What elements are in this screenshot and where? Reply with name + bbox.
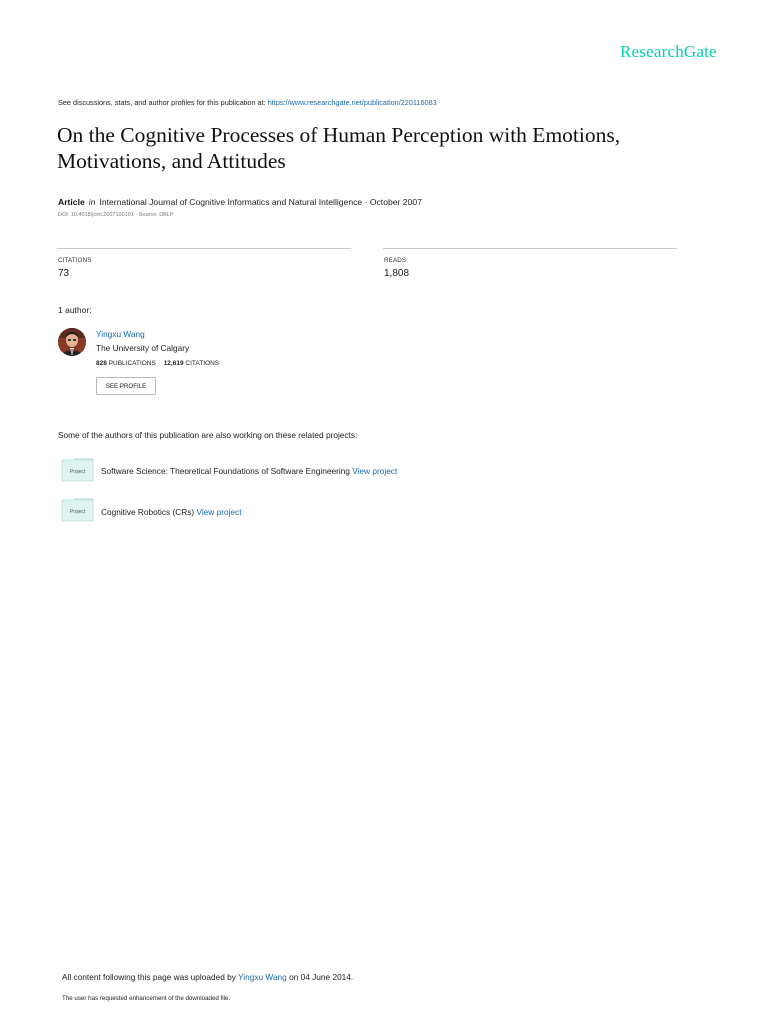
project-icon-label: Project [69, 469, 86, 475]
author-institution: The University of Calgary [96, 343, 190, 353]
project-item [101, 466, 397, 476]
upload-suffix: on 04 June 2014. [286, 972, 354, 982]
view-project-link[interactable]: View project [196, 507, 242, 517]
researchgate-logo[interactable]: ResearchGate [620, 42, 717, 61]
publication-title: On the Cognitive Processes of Human Perception with Emotions, Motivations, and Attitudes [57, 123, 621, 173]
view-project-link[interactable]: View project [352, 466, 398, 476]
project-icon-label: Project [69, 509, 86, 515]
publication-url-line [58, 98, 437, 107]
reads-value: 1,808 [384, 268, 410, 279]
see-profile-button[interactable]: SEE PROFILE [96, 377, 156, 395]
reads-label: READS [384, 257, 407, 264]
uploader-link[interactable]: Yingxu Wang [238, 972, 287, 982]
upload-note [62, 972, 353, 982]
reads-divider [383, 248, 677, 249]
citations-label: CITATIONS [58, 257, 92, 264]
publication-url-link[interactable]: https://www.researchgate.net/publication/220116083 [267, 98, 437, 107]
publication-meta [58, 197, 422, 207]
in-text: in [88, 197, 96, 207]
enhancement-note: The user has requested enhancement of the downloaded file. [62, 995, 231, 1002]
author-publications-label: PUBLICATIONS [108, 360, 156, 367]
project-folder-icon [61, 497, 94, 522]
journal-name[interactable]: International Journal of Cognitive Informatics and Natural Intelligence · October 2007 [99, 197, 422, 207]
doi-source: DOI: 10.4018/jcini.2007100101 · Source: DBLP [58, 212, 174, 218]
author-avatar[interactable] [58, 328, 86, 356]
author-publications-count: 828 [96, 360, 107, 367]
citations-value: 73 [58, 268, 70, 279]
author-citations-count: 12,619 [163, 360, 184, 367]
project-title: Software Science: Theoretical Foundations of Software Engineering [101, 466, 350, 476]
author-stats [96, 360, 219, 367]
upload-prefix: All content following this page was uploaded by [62, 972, 239, 982]
project-item [101, 507, 242, 517]
author-citations-label: CITATIONS [185, 360, 220, 367]
project-folder-icon [61, 457, 94, 482]
author-name-link[interactable]: Yingxu Wang [96, 329, 145, 339]
see-discussions-text: See discussions, stats, and author profiles for this publication at: [58, 98, 268, 107]
project-title: Cognitive Robotics (CRs) [101, 507, 195, 517]
citations-divider [57, 248, 351, 249]
article-type: Article [58, 197, 85, 207]
authors-count: 1 author: [58, 305, 92, 315]
related-projects-heading: Some of the authors of this publication are also working on these related projects: [58, 430, 358, 440]
